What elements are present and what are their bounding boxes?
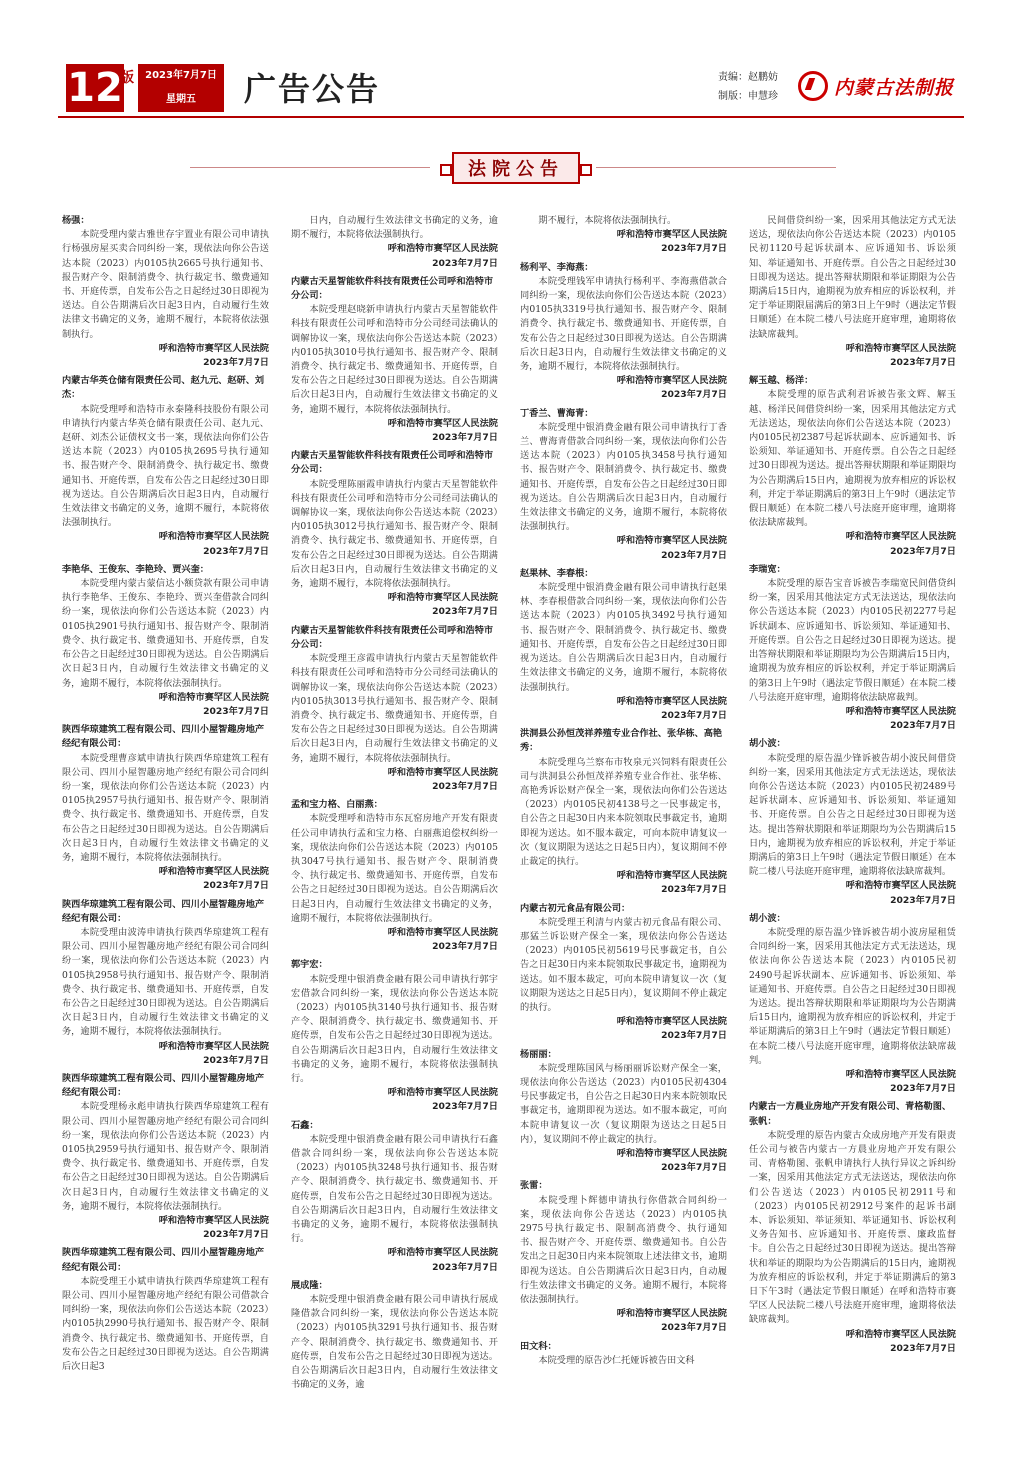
notice-date: 2023年7月7日 [432,941,498,953]
banner-title: 法院公告 [452,152,580,184]
court-notice [520,727,727,897]
notice-body: 本院受理的原告温少锋诉被告胡小波房屋租赁合同纠纷一案，因采用其他法定方式无法送达，现依法向你公告送达本院（2023）内0105民初2490号起诉状副本、应诉通知书、诉讼须知、举证通知书、开庭传票。自公告之日起经过30日即视为送达。提出答辩状期限和举证期限均为公告期满后15日内，逾期视为放弃相应的诉讼权利，并定于举证期满后的第3日上午9时（遇法定节假日顺延）在本院二楼八号法庭开庭审理，逾期将依法缺席裁判。 [749,926,956,1066]
court-notice [749,912,956,1097]
notice-body: 本院受理杨永彪申请执行陕西华琼建筑工程有限公司、四川小屋智趣房地产经纪有限公司合同纠纷一案，现依法向你们公告送达本院（2023）内0105执2959号执行通知书、报告财产令、限制消费令、执行裁定书、缴费通知书、开庭传票，自发布公告之日起经过30日即视为送达。自公告期满后次日起3日内，自动履行生效法律文书确定的义务，逾期不履行，本院将依法强制执行。 [62,1101,269,1212]
notice-body: 本院受理中银消费金融有限公司申请执行赵果林、李春根借款合同纠纷一案，现依法向你们公告送达本院（2023）内0105执3492号执行通知书、报告财产令、限制消费令、执行裁定书、缴费通知书、开庭传票，自发布公告之日起经过30日即视为送达。自公告期满后次日起3日内，自动履行生效法律文书确定的义务，逾期不履行，本院将依法强制执行。 [520,582,727,693]
notice-addressee: 石鑫： [291,1119,319,1131]
banner-line-right [596,167,836,168]
page-number: 12 [67,65,123,111]
issue-date: 2023年7月7日 [145,70,217,81]
notice-date: 2023年7月7日 [432,1261,498,1273]
notice-addressee: 内蒙古天星智能软件科技有限责任公司呼和浩特市分公司： [291,450,494,476]
notice-addressee: 展成隆： [291,1279,328,1291]
newspaper-logo [798,72,968,100]
notice-addressee: 田文科： [520,1340,557,1352]
logo-text: 内蒙古法制报 [834,76,955,99]
column-3 [520,214,727,1476]
page-header [58,64,964,112]
court-notice [291,798,498,954]
notice-addressee: 李瑞宽： [749,563,786,575]
notice-body: 本院受理内蒙古雅世存宇置业有限公司申请执行杨强房屋买卖合同纠纷一案，现依法向你公告送达本院（2023）内0105执2665号执行通知书、报告财产令、限制消费令、执行裁定书、缴费通知书、开庭传票，自发布公告之日起经过30日即视为送达。自公告期满后次日起3日内，自动履行生效法律文书确定的义务，逾期不履行，本院将依法强制执行。 [62,229,269,340]
notice-body: 本院受理王彦霞申请执行内蒙古天星智能软件科技有限责任公司呼和浩特市分公司经司法确认的调解协议一案，现依法向你公告送达本院（2023）内0105执3013号执行通知书、报告财产令、限制消费令、执行裁定书、缴费通知书、开庭传票，自发布公告之日起经过30日即视为送达。自公告期满后次日起3日内，自动履行生效法律文书确定的义务，逾期不履行，本院将依法强制执行。 [291,653,498,764]
issue-weekday: 星期五 [166,94,196,105]
notice-court: 呼和浩特市赛罕区人民法院 [387,1247,498,1259]
notice-court: 呼和浩特市赛罕区人民法院 [616,1148,727,1159]
header-rule [58,116,964,118]
court-notice [62,898,269,1068]
court-notice [520,407,727,563]
notice-court: 呼和浩特市赛罕区人民法院 [387,417,498,429]
issue-date-box [138,64,224,112]
notice-addressee: 杨利平、李海燕： [520,261,594,273]
notice-date: 2023年7月7日 [661,884,727,896]
designer: 制版：申慧珍 [718,91,778,102]
notice-court: 呼和浩特市赛罕区人民法院 [845,342,956,354]
notice-court: 呼和浩特市赛罕区人民法院 [387,1087,498,1099]
notice-body: 本院受理的原告温少锋诉被告胡小波民间借贷纠纷一案，因采用其他法定方式无法送达，现依法向你公告送达本院（2023）内0105民初2489号起诉状副本、应诉通知书、诉讼须知、举证通知书、开庭传票。自公告之日起经过30日即视为送达。提出答辩状期限和举证期限均为公告期满后15日内，逾期视为放弃相应的诉讼权利，并定于举证期满后的第3日上午9时（遇法定节假日顺延）在本院二楼八号法庭开庭审理，逾期将依法缺席裁判。 [749,752,956,878]
banner-line-left [190,167,430,168]
notice-body: 本院受理中银消费金融有限公司申请执行丁香兰、曹海青借款合同纠纷一案，现依法向你们公告送达本院（2023）内0105执3458号执行通知书、报告财产令、限制消费令、执行裁定书、缴费通知书、开庭传票，自发布公告之日起经过30日即视为送达。自公告期满后次日起3日内，自动履行生效法律文书确定的义务，逾期不履行，本院将依法强制执行。 [520,421,727,533]
court-notice [520,214,727,257]
notice-court: 呼和浩特市赛罕区人民法院 [616,1016,727,1028]
notice-date: 2023年7月7日 [661,243,727,255]
notice-body: 日内，自动履行生效法律文书确定的义务，逾期不履行，本院将依法强制执行。 [291,215,498,241]
notice-date: 2023年7月7日 [661,549,727,561]
notice-date: 2023年7月7日 [203,1054,269,1066]
notice-body: 本院受理王小斌申请执行陕西华琼建筑工程有限公司、四川小屋智趣房地产经纪有限公司借款合同纠纷一案，现依法向你们公告送达本院（2023）内0105执2990号执行通知书、报告财产令、限制消费令、执行裁定书、缴费通知书、开庭传票，自发布公告之日起经过30日即视为送达。自公告期满后次日起3 [62,1275,269,1373]
notice-court: 呼和浩特市赛罕区人民法院 [158,342,269,354]
notice-court: 呼和浩特市赛罕区人民法院 [845,880,956,892]
court-notice [62,1072,269,1242]
notice-date: 2023年7月7日 [661,1162,727,1174]
notice-date: 2023年7月7日 [890,1342,956,1354]
notice-body: 本院受理钱军申请执行杨利平、李海燕借款合同纠纷一案，现依法向你们公告送达本院（2023）内0105执3319号执行通知书、报告财产令、限制消费令、执行裁定书、缴费通知书、开庭传票，自发布公告之日起经过30日即视为送达。自公告期满后次日起3日内，自动履行生效法律文书确定的义务，逾期不履行，本院将依法强制执行。 [520,275,727,373]
court-notice-banner [0,148,1024,188]
notice-court: 呼和浩特市赛罕区人民法院 [387,592,498,604]
notice-court: 呼和浩特市赛罕区人民法院 [616,375,727,387]
notice-addressee: 内蒙古天星智能软件科技有限责任公司呼和浩特市分公司： [291,624,494,650]
notice-date: 2023年7月7日 [203,545,269,557]
notice-court: 呼和浩特市赛罕区人民法院 [616,870,727,882]
notice-addressee: 杨强： [62,215,90,226]
notice-court: 呼和浩特市赛罕区人民法院 [845,531,956,543]
notice-court: 呼和浩特市赛罕区人民法院 [845,705,956,717]
notice-court: 呼和浩特市赛罕区人民法院 [158,531,269,543]
court-notice [62,1246,269,1374]
court-notice [520,1048,727,1176]
court-notice [291,624,498,794]
notice-date: 2023年7月7日 [890,1083,956,1095]
notice-addressee: 张雷： [520,1180,548,1192]
notice-date: 2023年7月7日 [661,389,727,401]
court-notice [749,737,956,907]
notice-addressee: 陕西华琼建筑工程有限公司、四川小屋智趣房地产经纪有限公司： [62,724,265,750]
court-notice [520,567,727,723]
court-notice [62,374,269,559]
notice-body: 本院受理呼和浩特市永泰隆科技股份有限公司申请执行内蒙古华英仓储有限责任公司、赵九元、赵研、刘杰公证债权文书一案，现依法向你们公告送达本院（2023）内0105执2695号执行通知书、报告财产令、限制消费令、执行裁定书、缴费通知书、开庭传票，自发布公告之日起经过30日即视为送达。自公告期满后次日起3日内，自动履行生效法律文书确定的义务，逾期不履行，本院将依法强制执行。 [62,403,269,529]
court-notice [291,958,498,1114]
court-notice [291,1119,498,1275]
notice-addressee: 李艳华、王俊东、李艳玲、贾兴奎： [62,563,209,575]
column-2 [291,214,498,1476]
editor: 责编：赵鹏妨 [718,72,778,83]
section-title: 广告公告 [244,70,381,108]
notice-court: 呼和浩特市赛罕区人民法院 [158,691,269,703]
notice-court: 呼和浩特市赛罕区人民法院 [158,866,269,878]
notice-body: 本院受理中银消费金融有限公司申请执行展成隆借款合同纠纷一案，现依法向你公告送达本院（2023）内0105执3291号执行通知书、报告财产令、限制消费令、执行裁定书、缴费通知书、开庭传票，自发布公告之日起经过30日即视为送达。自公告期满后次日起3日内，自动履行生效法律文书确定的义务，逾 [291,1294,498,1391]
court-notice [291,275,498,445]
court-notice [520,902,727,1044]
notice-date: 2023年7月7日 [661,709,727,721]
court-notice [749,214,956,370]
notice-date: 2023年7月7日 [890,357,956,369]
notice-body: 本院受理由波涛申请执行陕西华琼建筑工程有限公司、四川小屋智趣房地产经纪有限公司合同纠纷一案，现依法向你们公告送达本院（2023）内0105执2958号执行通知书、报告财产令、限制消费令、执行裁定书、缴费通知书、开庭传票，自发布公告之日起经过30日即视为送达。自公告期满后次日起3日内，自动履行生效法律文书确定的义务，逾期不履行，本院将依法强制执行。 [62,926,269,1038]
column-1 [62,214,269,1476]
notice-addressee: 赵果林、李春根： [520,567,594,579]
notice-addressee: 陕西华琼建筑工程有限公司、四川小屋智趣房地产经纪有限公司： [62,898,265,924]
notice-court: 呼和浩特市赛罕区人民法院 [845,1328,956,1340]
notice-addressee: 孟和宝力格、白丽燕： [291,799,383,811]
notice-court: 呼和浩特市赛罕区人民法院 [616,1308,727,1320]
notice-date: 2023年7月7日 [432,257,498,269]
court-notice [62,563,269,719]
notice-court: 呼和浩特市赛罕区人民法院 [158,1040,269,1052]
court-notice [749,374,956,559]
editor-credits [718,68,778,106]
notice-body: 民间借贷纠纷一案，因采用其他法定方式无法送达，现依法向你公告送达本院（2023）内0105民初1120号起诉状副本、应诉通知书、诉讼须知、举证通知书、开庭传票。自公告之日起经过30日即视为送达。提出答辩状期限和举证期限为公告期满后15日内，逾期视为放弃相应的诉讼权利，并定于举证期限届满后的第3日上午9时（遇法定节假日顺延）在本院二楼八号法庭开庭审理，逾期将依法缺席裁判。 [749,215,956,340]
notice-addressee: 胡小波： [749,738,786,750]
court-notice [520,261,727,403]
notice-addressee: 解玉越、杨洋： [749,375,814,387]
notice-court: 呼和浩特市赛罕区人民法院 [616,229,727,241]
notice-court: 呼和浩特市赛罕区人民法院 [387,766,498,778]
notice-addressee: 内蒙古初元食品有限公司： [520,902,631,914]
court-notice [62,214,269,370]
notice-body: 本院受理的原告内蒙古众成房地产开发有限责任公司与被告内蒙古一方晨业房地产开发有限公司、青格勒图、张帆申请执行人执行异议之诉纠纷一案，因采用其他法定方式无法送达，现依法向你们公告送达（2023）内0105民初2911号和（2023）内0105民初2912号案件的起诉书副本、诉讼须知、举证须知、举证通知书、诉讼权利义务告知书、应诉通知书、开庭传票、廉政监督卡。自公告之日起经过30日即视为送达。提出答辩状和举证的期限均为公告期满后的15日内，逾期视为放弃相应的诉讼权利，并定于举证期满后的第3日下午3时（遇法定节假日顺延）在呼和浩特市赛罕区人民法院二楼八号法庭开庭审理，逾期将依法缺席裁判。 [749,1129,956,1326]
notice-date: 2023年7月7日 [432,780,498,792]
notice-date: 2023年7月7日 [432,432,498,444]
court-notice [749,563,956,733]
notice-body: 本院受理王利清与内蒙古初元食品有限公司、那猛兰诉讼财产保全一案，现依法向你公告送达（2023）内0105民初5619号民事裁定书，自公告之日起30日内来本院领取民事裁定书，逾期视为送达。如不服本裁定，可向本院申请复议一次（复议期限为送达之日起5日内），复议期间不停止裁定的执行。 [520,916,727,1013]
notice-addressee: 洪洞县公孙恒茂祥养殖专业合作社、张华栋、高艳秀： [520,728,723,754]
notice-body: 本院受理陈国风与杨丽丽诉讼财产保全一案，现依法向你公告送达（2023）内0105民初4304号民事裁定书，自公告之日起30日内来本院领取民事裁定书，逾期即视为送达。如不服本裁定，可向本院申请复议一次（复议期限为送达之日起5日内），复议期间不停止裁定的执行。 [520,1062,727,1145]
notice-body: 期不履行，本院将依法强制执行。 [538,215,677,226]
notice-date: 2023年7月7日 [203,880,269,892]
notice-date: 2023年7月7日 [890,545,956,557]
notice-date: 2023年7月7日 [890,894,956,906]
column-4 [749,214,956,1476]
notice-body: 本院受理呼和浩特市东瓦窑房地产开发有限责任公司申请执行孟和宝力格、白丽燕追偿权纠纷一案，现依法向你们公告送达本院（2023）内0105执3047号执行通知书、报告财产令、限制消费令、执行裁定书、缴费通知书、开庭传票，自发布公告之日起经过30日即视为送达。自公告期满后次日起3日内，自动履行生效法律文书确定的义务，逾期不履行，本院将依法强制执行。 [291,813,498,924]
notice-body: 本院受理的原告武利君诉被告张文辉、解玉越、杨洋民间借贷纠纷一案，因采用其他法定方式无法送达，现依法向你们公告送达本院（2023）内0105民初2387号起诉状副本、应诉通知书、诉讼须知、举证通知书、开庭传票。自公告之日起经过30日即视为送达。提出答辩状期限和举证期限均为公告期满后15日内，逾期视为放弃相应的诉讼权利，并定于举证期满后的第3日上午9时（遇法定节假日顺延）在本院二楼八号法庭开庭审理，逾期将依法缺席裁判。 [749,389,956,529]
logo-icon [798,71,828,101]
notice-body: 本院受理中银消费金融有限公司申请执行石鑫借款合同纠纷一案，现依法向你公告送达本院（2023）内0105执3248号执行通知书、报告财产令、限制消费令、执行裁定书、缴费通知书、开庭传票，自发布公告之日起经过30日即视为送达。自公告期满后次日起3日内，自动履行生效法律文书确定的义务，逾期不履行，本院将依法强制执行。 [291,1133,498,1245]
notice-addressee: 胡小波： [749,912,786,924]
notice-addressee: 内蒙古一方晨业房地产开发有限公司、青格勒图、张帆： [749,1101,952,1127]
notice-body: 本院受理的原告沙仁托娅诉被告田文科 [538,1354,695,1366]
notice-date: 2023年7月7日 [661,1030,727,1042]
notice-addressee: 陕西华琼建筑工程有限公司、四川小屋智趣房地产经纪有限公司： [62,1247,265,1273]
notice-body: 本院受理赵晓新申请执行内蒙古天星智能软件科技有限责任公司呼和浩特市分公司经司法确认的调解协议一案，现依法向你公告送达本院（2023）内0105执3010号执行通知书、报告财产令、限制消费令、执行裁定书、缴费通知书、开庭传票，自发布公告之日起经过30日即视为送达。自公告期满后次日起3日内，自动履行生效法律文书确定的义务，逾期不履行，本院将依法强制执行。 [291,304,498,415]
court-notice [291,1279,498,1393]
notice-court: 呼和浩特市赛罕区人民法院 [387,243,498,255]
notice-body: 本院受理乌兰察布市牧泉元兴饲料有限责任公司与洪洞县公孙恒茂祥养殖专业合作社、张华栋、高艳秀诉讼财产保全一案，现依法向你们公告送达（2023）内0105民初4138号之一民事裁定书，自公告之日起30日内来本院领取民事裁定书，逾期即视为送达。如不服本裁定，可向本院申请复议一次（复议期限为送达之日起5日内），复议期间不停止裁定的执行。 [520,756,727,867]
notice-body: 本院受理陈丽霞申请执行内蒙古天星智能软件科技有限责任公司呼和浩特市分公司经司法确认的调解协议一案，现依法向你公告送达本院（2023）内0105执3012号执行通知书、报告财产令、限制消费令、执行裁定书、缴费通知书、开庭传票，自发布公告之日起经过30日即视为送达。自公告期满后次日起3日内，自动履行生效法律文书确定的义务，逾期不履行，本院将依法强制执行。 [291,478,498,590]
notice-addressee: 内蒙古华英仓储有限责任公司、赵九元、赵研、刘杰： [62,375,265,401]
page-suffix: 版 [120,70,134,86]
court-notice [520,1179,727,1335]
notice-addressee: 杨丽丽： [520,1048,557,1060]
notice-date: 2023年7月7日 [432,1101,498,1113]
notice-date: 2023年7月7日 [203,357,269,369]
notice-court: 呼和浩特市赛罕区人民法院 [387,926,498,938]
notice-addressee: 郭宇宏： [291,959,328,971]
notice-date: 2023年7月7日 [203,705,269,717]
notice-court: 呼和浩特市赛罕区人民法院 [616,695,727,707]
notice-addressee: 陕西华琼建筑工程有限公司、四川小屋智趣房地产经纪有限公司： [62,1072,265,1099]
notice-date: 2023年7月7日 [203,1229,269,1241]
notice-court: 呼和浩特市赛罕区人民法院 [845,1068,956,1080]
court-notice [291,449,498,619]
notice-date: 2023年7月7日 [661,1322,727,1334]
notice-date: 2023年7月7日 [890,720,956,732]
notice-body: 本院受理卜辉德申请执行你借款合同纠纷一案，现依法向你公告送达（2023）内0105执2975号执行裁定书、限制高消费令、执行通知书、报告财产令、开庭传票、缴费通知书。自公告发出之日起30日内来本院领取上述法律文书，逾期即视为送达。自公告期满后次日起3日内，自动履行生效法律文书确定的义务。逾期不履行，本院将依法强制执行。 [520,1194,727,1306]
notice-body: 本院受理曹彦斌申请执行陕西华琼建筑工程有限公司、四川小屋智趣房地产经纪有限公司合同纠纷一案，现依法向你们公告送达本院（2023）内0105执2957号执行通知书、报告财产令、限制消费令、执行裁定书、缴费通知书、开庭传票，自发布公告之日起经过30日即视为送达。自公告期满后次日起3日内，自动履行生效法律文书确定的义务，逾期不履行，本院将依法强制执行。 [62,752,269,863]
court-notice [291,214,498,271]
notice-date: 2023年7月7日 [432,606,498,618]
court-notice [62,723,269,893]
notice-body: 本院受理的原告宝音诉被告李瑞宽民间借贷纠纷一案，因采用其他法定方式无法送达，现依法向你公告送达本院（2023）内0105民初2277号起诉状副本、应诉通知书、诉讼须知、举证通知书、开庭传票。自公告之日起经过30日即视为送达。提出答辩状期限和举证期限均为公告期满后15日内，逾期视为放弃相应的诉讼权利，并定于举证期满后的第3日上午9时（遇法定节假日顺延）在本院二楼八号法庭开庭审理，逾期将依法缺席裁判。 [749,578,956,703]
notice-body: 本院受理中银消费金融有限公司申请执行郭宇宏借款合同纠纷一案，现依法向你公告送达本院（2023）内0105执3140号执行通知书、报告财产令、限制消费令、执行裁定书、缴费通知书、开庭传票，自发布公告之日起经过30日即视为送达。自公告期满后次日起3日内，自动履行生效法律文书确定的义务，逾期不履行，本院将依法强制执行。 [291,973,498,1084]
court-notice [520,1340,727,1368]
notice-addressee: 丁香兰、曹海青： [520,407,594,419]
court-notice [749,1100,956,1356]
notice-court: 呼和浩特市赛罕区人民法院 [616,535,727,547]
notice-addressee: 内蒙古天星智能软件科技有限责任公司呼和浩特市分公司： [291,275,494,302]
notice-court: 呼和浩特市赛罕区人民法院 [158,1215,269,1227]
notice-columns [62,214,962,1476]
notice-body: 本院受理内蒙古蒙信达小额贷款有限公司申请执行李艳华、王俊东、李艳玲、贾兴奎借款合同纠纷一案，现依法向你们公告送达本院（2023）内0105执2901号执行通知书、报告财产令、限制消费令、执行裁定书、缴费通知书、开庭传票，自发布公告之日起经过30日即视为送达。自公告期满后次日起3日内，自动履行生效法律文书确定的义务，逾期不履行，本院将依法强制执行。 [62,578,269,689]
